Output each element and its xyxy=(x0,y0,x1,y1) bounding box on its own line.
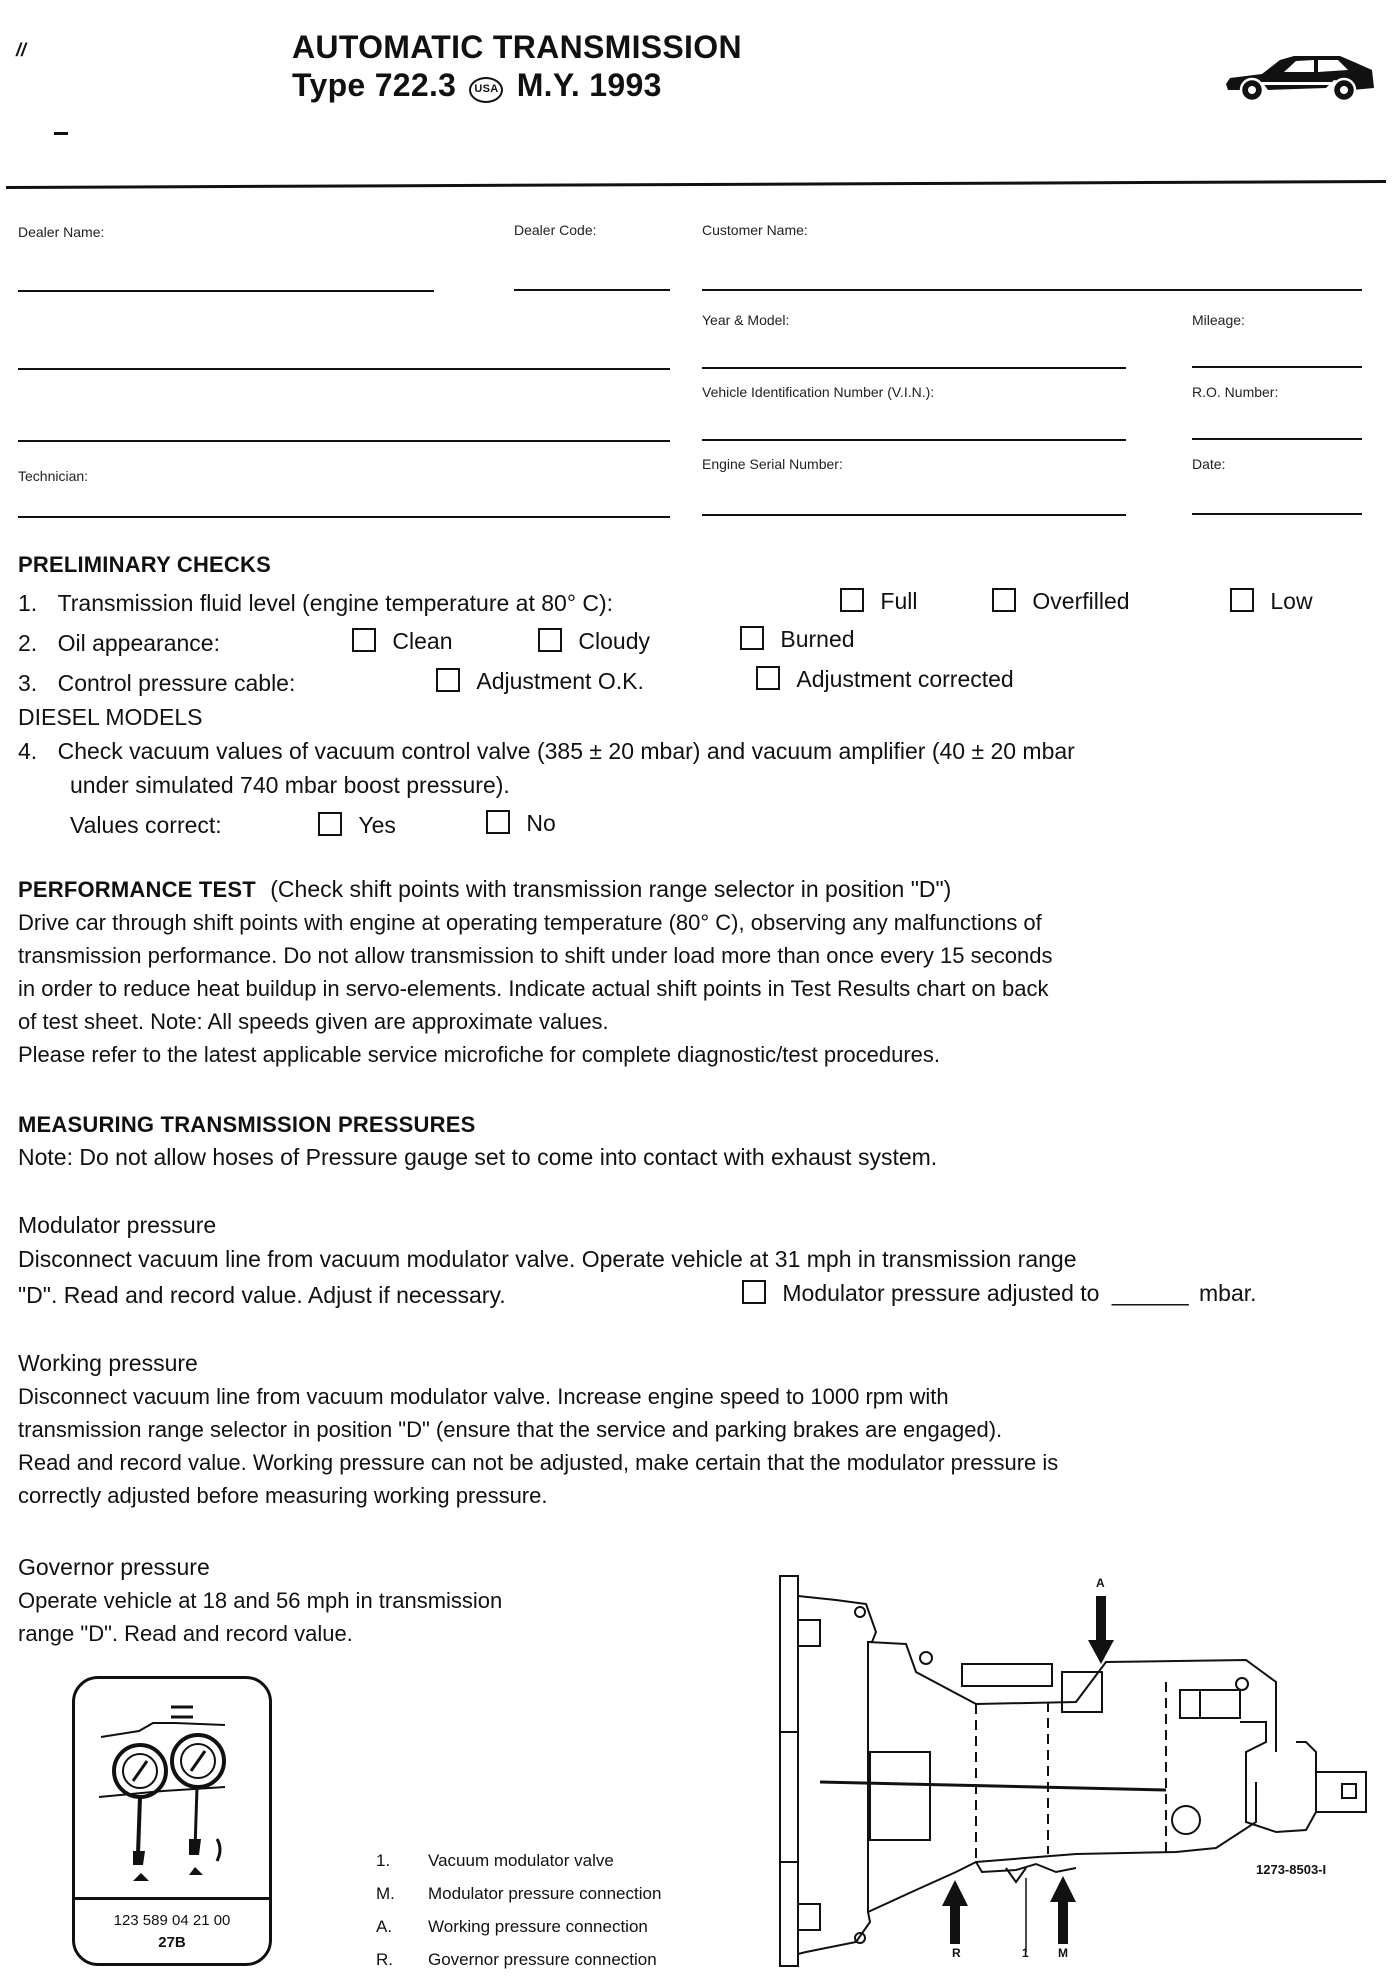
customer-name-label: Customer Name: xyxy=(702,222,808,238)
diagram-label-m: M xyxy=(1058,1946,1068,1960)
body-line: in order to reduce heat buildup in servo-elements. Indicate actual shift points in Test Results chart on back xyxy=(18,976,1049,1001)
item-text: Transmission fluid level (engine temperature at 80° C): xyxy=(57,590,614,616)
option-burned[interactable] xyxy=(740,626,855,653)
checkbox[interactable] xyxy=(742,1280,766,1304)
year-model-label: Year & Model: xyxy=(702,312,790,328)
pressure-gauge-tool-card xyxy=(72,1676,272,1966)
title-model-year: M.Y. 1993 xyxy=(516,67,662,103)
date-label: Date: xyxy=(1192,456,1226,472)
tool-part-number: 123 589 04 21 00 xyxy=(113,1912,231,1929)
mileage-label: Mileage: xyxy=(1192,312,1245,328)
modulator-value-blank[interactable]: ______ xyxy=(1111,1280,1189,1306)
option-label: Adjustment O.K. xyxy=(476,668,644,694)
option-label: Cloudy xyxy=(578,628,650,654)
option-label: Adjustment corrected xyxy=(796,666,1014,692)
performance-test-body xyxy=(18,906,1053,1071)
option-label: Burned xyxy=(780,626,855,652)
scan-artifact-dash xyxy=(54,132,68,135)
item-text: Control pressure cable: xyxy=(57,670,296,696)
unit-label: mbar. xyxy=(1199,1280,1257,1306)
governor-pressure-body xyxy=(18,1584,502,1650)
item-text: Oil appearance: xyxy=(57,630,220,656)
item-number: 4. xyxy=(18,738,38,764)
dealer-code-field[interactable] xyxy=(514,289,670,291)
transmission-diagram-icon xyxy=(776,1572,1392,1972)
item-number: 1. xyxy=(18,590,38,616)
engine-serial-label: Engine Serial Number: xyxy=(702,456,843,472)
header-divider xyxy=(6,180,1386,189)
tool-sub-code: 27B xyxy=(158,1934,186,1951)
body-line: transmission range selector in position "D" (ensure that the service and parking brakes are engaged). xyxy=(18,1417,1003,1442)
checkbox[interactable] xyxy=(756,666,780,690)
vin-field[interactable] xyxy=(702,439,1126,441)
item-text: Check vacuum values of vacuum control valve (385 ± 20 mbar) and vacuum amplifier (40 ± 20 mbar xyxy=(57,738,1075,764)
pressure-gauge-set-icon xyxy=(95,1689,251,1889)
option-clean[interactable] xyxy=(352,628,453,655)
diagram-legend xyxy=(376,1844,661,1976)
body-line: range "D". Read and record value. xyxy=(18,1621,353,1646)
measuring-pressures-heading: MEASURING TRANSMISSION PRESSURES xyxy=(18,1112,476,1137)
body-line: Drive car through shift points with engine at operating temperature (80° C), observing any malfunctions of xyxy=(18,910,1042,935)
technician-label: Technician: xyxy=(18,468,89,484)
checkbox[interactable] xyxy=(538,628,562,652)
customer-name-field[interactable] xyxy=(702,289,1362,291)
legend-item: 1. Vacuum modulator valve xyxy=(376,1851,614,1870)
dealer-name-label: Dealer Name: xyxy=(18,224,105,240)
governor-pressure-title: Governor pressure xyxy=(18,1554,210,1580)
working-pressure-title: Working pressure xyxy=(18,1350,198,1376)
modulator-pressure-line-2: "D". Read and record value. Adjust if necessary. xyxy=(18,1282,506,1308)
item-text-continued: under simulated 740 mbar boost pressure). xyxy=(70,772,510,798)
body-line: Operate vehicle at 18 and 56 mph in transmission xyxy=(18,1588,503,1613)
body-line: Please refer to the latest applicable service microfiche for complete diagnostic/test procedures. xyxy=(18,1042,941,1067)
mileage-field[interactable] xyxy=(1192,366,1362,368)
engine-serial-field[interactable] xyxy=(702,514,1126,516)
dealer-name-field-line-3[interactable] xyxy=(18,440,670,442)
option-cloudy[interactable] xyxy=(538,628,650,655)
option-adjustment-ok[interactable] xyxy=(436,668,644,695)
performance-test-header xyxy=(18,876,951,903)
option-adjustment-corrected[interactable] xyxy=(756,666,1014,693)
modulator-adjusted-option[interactable] xyxy=(742,1280,1257,1307)
body-line: correctly adjusted before measuring working pressure. xyxy=(18,1483,548,1508)
legend-item: R. Governor pressure connection xyxy=(376,1950,657,1969)
ro-number-label: R.O. Number: xyxy=(1192,384,1279,400)
date-field[interactable] xyxy=(1192,513,1362,515)
legend-item: M. Modulator pressure connection xyxy=(376,1884,662,1903)
option-overfilled[interactable] xyxy=(992,588,1130,615)
option-label: Full xyxy=(880,588,918,614)
diagram-label-a: A xyxy=(1096,1576,1105,1590)
preliminary-checks-heading: PRELIMINARY CHECKS xyxy=(18,552,271,577)
page-title xyxy=(292,28,742,104)
tool-code-block xyxy=(75,1897,269,1963)
check-item-oil-appearance xyxy=(18,630,220,657)
option-yes[interactable] xyxy=(318,812,396,839)
option-label: Modulator pressure adjusted to xyxy=(782,1280,1100,1306)
option-label: No xyxy=(526,810,556,836)
transmission-diagram xyxy=(776,1572,1392,1972)
corner-mark: // xyxy=(16,40,27,60)
item-number: 3. xyxy=(18,670,38,696)
diesel-models-heading: DIESEL MODELS xyxy=(18,704,203,730)
checkbox[interactable] xyxy=(840,588,864,612)
diagram-label-r: R xyxy=(952,1946,961,1960)
working-pressure-body xyxy=(18,1380,1058,1512)
title-line-2 xyxy=(292,66,742,104)
body-line: of test sheet. Note: All speeds given are approximate values. xyxy=(18,1009,609,1034)
performance-test-heading: PERFORMANCE TEST xyxy=(18,877,256,902)
checkbox[interactable] xyxy=(740,626,764,650)
technician-field[interactable] xyxy=(18,516,670,518)
year-model-field[interactable] xyxy=(702,367,1126,369)
vin-label: Vehicle Identification Number (V.I.N.): xyxy=(702,384,935,400)
option-no[interactable] xyxy=(486,810,556,837)
check-item-control-pressure-cable xyxy=(18,670,295,697)
check-item-fluid-level xyxy=(18,590,613,617)
option-full[interactable] xyxy=(840,588,917,615)
option-label: Low xyxy=(1270,588,1313,614)
dealer-name-field-line-2[interactable] xyxy=(18,368,670,370)
car-side-icon xyxy=(1222,48,1378,109)
option-label: Yes xyxy=(358,812,396,838)
option-label: Clean xyxy=(392,628,453,654)
performance-test-note: (Check shift points with transmission range selector in position "D") xyxy=(270,876,952,902)
checkbox[interactable] xyxy=(436,668,460,692)
values-correct-label: Values correct: xyxy=(70,812,222,838)
measuring-note: Note: Do not allow hoses of Pressure gauge set to come into contact with exhaust system. xyxy=(18,1144,938,1170)
checkbox[interactable] xyxy=(352,628,376,652)
diagram-label-1: 1 xyxy=(1022,1946,1029,1960)
usa-badge-icon: USA xyxy=(469,77,503,103)
body-line: Disconnect vacuum line from vacuum modulator valve. Increase engine speed to 1000 rpm with xyxy=(18,1384,949,1409)
legend-item: A. Working pressure connection xyxy=(376,1917,648,1936)
checkbox[interactable] xyxy=(992,588,1016,612)
checkbox[interactable] xyxy=(486,810,510,834)
check-item-vacuum-values xyxy=(18,738,1075,765)
option-low[interactable] xyxy=(1230,588,1313,615)
dealer-name-field[interactable] xyxy=(18,290,434,292)
title-line-1: AUTOMATIC TRANSMISSION xyxy=(292,29,742,65)
body-line: transmission performance. Do not allow transmission to shift under load more than once every 15 seconds xyxy=(18,943,1053,968)
option-label: Overfilled xyxy=(1032,588,1130,614)
ro-number-field[interactable] xyxy=(1192,438,1362,440)
dealer-code-label: Dealer Code: xyxy=(514,222,597,238)
body-line: Read and record value. Working pressure can not be adjusted, make certain that the modulator pressure is xyxy=(18,1450,1059,1475)
modulator-pressure-line-1: Disconnect vacuum line from vacuum modulator valve. Operate vehicle at 31 mph in transmission range xyxy=(18,1246,1077,1272)
item-number: 2. xyxy=(18,630,38,656)
figure-id: 1273-8503-I xyxy=(1256,1862,1327,1877)
modulator-pressure-title: Modulator pressure xyxy=(18,1212,217,1238)
title-type: Type 722.3 xyxy=(292,67,457,103)
checkbox[interactable] xyxy=(1230,588,1254,612)
checkbox[interactable] xyxy=(318,812,342,836)
